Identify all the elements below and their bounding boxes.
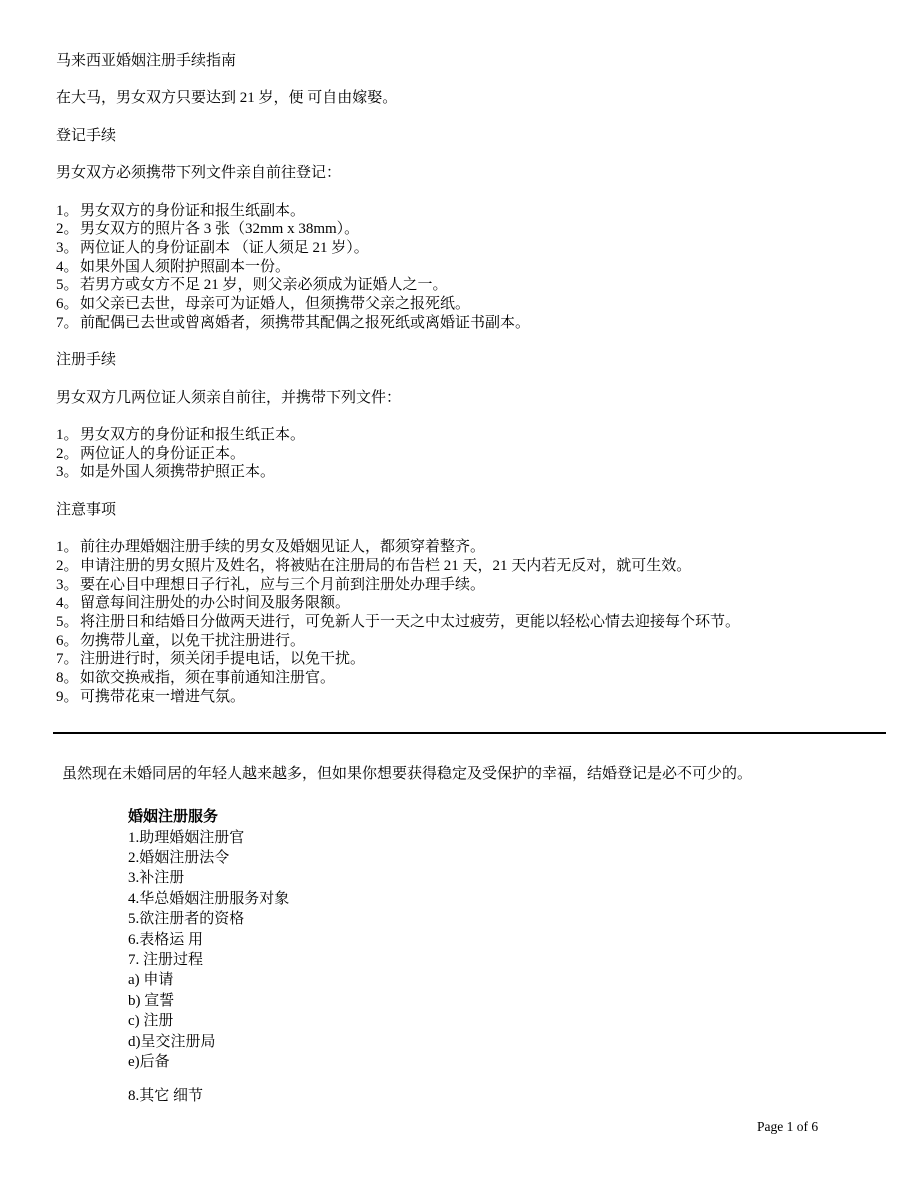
menu-item: 5.欲注册者的资格: [128, 911, 245, 928]
intro-paragraph: 在大马，男女双方只要达到 21 岁，便 可自由嫁娶。: [56, 90, 398, 107]
item-number: 2。: [56, 221, 79, 238]
item-text: 男女双方的照片各 3 张（32mm x 38mm）。: [80, 221, 360, 238]
numbered-list-registration: [56, 202, 886, 333]
item-number: 1。: [56, 539, 79, 556]
menu-item-extra: 8.其它 细节: [128, 1087, 204, 1104]
menu-item: a) 申请: [128, 972, 174, 989]
list-item: [56, 258, 886, 277]
item-text: 要在心目中理想日子行礼，应与三个月前到注册处办理手续。: [80, 576, 486, 593]
service-menu: [128, 807, 886, 1106]
list-item: [56, 445, 886, 464]
list-item: [56, 538, 886, 557]
menu-item: b) 宣誓: [128, 992, 175, 1009]
menu-item: 7. 注册过程: [128, 952, 204, 969]
item-number: 5。: [56, 613, 79, 630]
list-item: [56, 557, 886, 576]
item-text: 两位证人的身份证正本。: [80, 445, 246, 462]
list-item: [56, 632, 886, 651]
item-number: 1。: [56, 202, 79, 219]
item-number: 3。: [56, 464, 79, 481]
list-item: [56, 426, 886, 445]
list-item: [56, 239, 886, 258]
list-item: [56, 650, 886, 669]
item-text: 留意每间注册处的办公时间及服务限额。: [80, 595, 351, 612]
item-number: 4。: [56, 258, 79, 275]
item-number: 2。: [56, 557, 79, 574]
item-number: 6。: [56, 296, 79, 313]
item-text: 将注册日和结婚日分做两天进行，可免新人于一天之中太过疲劳，更能以轻松心情去迎接每个环节。: [80, 613, 741, 630]
item-number: 4。: [56, 595, 79, 612]
footer-page-number: Page 1 of 6: [757, 1119, 819, 1134]
list-item: [56, 688, 886, 707]
item-text: 两位证人的身份证副本 （证人须足 21 岁）。: [80, 239, 369, 256]
item-text: 若男方或女方不足 21 岁，则父亲必须成为证婚人之一。: [80, 277, 448, 294]
menu-item: d)呈交注册局: [128, 1033, 216, 1050]
item-text: 可携带花束一增进气氛。: [80, 688, 246, 705]
section-lead: 男女双方必须携带下列文件亲自前往登记：: [56, 165, 342, 182]
horizontal-divider: [53, 732, 886, 734]
list-item: [56, 295, 886, 314]
section-lead: 男女双方几两位证人须亲自前往，并携带下列文件：: [56, 389, 402, 406]
item-text: 前往办理婚姻注册手续的男女及婚姻见证人，都须穿着整齐。: [80, 539, 486, 556]
item-text: 如是外国人须携带护照正本。: [80, 464, 276, 481]
list-item: [56, 594, 886, 613]
list-item: [56, 276, 886, 295]
item-text: 男女双方的身份证和报生纸副本。: [80, 202, 306, 219]
item-text: 勿携带儿童，以免干扰注册进行。: [80, 632, 306, 649]
menu-item: 1.助理婚姻注册官: [128, 829, 245, 846]
item-number: 8。: [56, 670, 79, 687]
item-text: 如欲交换戒指，须在事前通知注册官。: [80, 670, 336, 687]
list-item: [56, 202, 886, 221]
list-item: [56, 314, 886, 333]
numbered-list-procedure: [56, 426, 886, 482]
item-text: 前配偶已去世或曾离婚者，须携带其配偶之报死纸或离婚证书副本。: [80, 314, 531, 331]
menu-item: e)后备: [128, 1054, 170, 1071]
item-number: 1。: [56, 426, 79, 443]
menu-item: 3.补注册: [128, 870, 185, 887]
item-number: 3。: [56, 576, 79, 593]
menu-item: 4.华总婚姻注册服务对象: [128, 890, 290, 907]
section-heading-notes: 注意事项: [56, 501, 117, 518]
menu-item: 2.婚姻注册法令: [128, 849, 230, 866]
item-number: 9。: [56, 688, 79, 705]
item-number: 6。: [56, 632, 79, 649]
item-text: 如父亲已去世，母亲可为证婚人，但须携带父亲之报死纸。: [80, 296, 471, 313]
item-text: 如果外国人须附护照副本一份。: [80, 258, 291, 275]
menu-item: c) 注册: [128, 1013, 174, 1030]
item-text: 男女双方的身份证和报生纸正本。: [80, 426, 306, 443]
list-item: [56, 576, 886, 595]
item-text: 申请注册的男女照片及姓名，将被贴在注册局的布告栏 21 天，21 天内若无反对，就可生效。: [80, 557, 692, 574]
section-heading-procedure: 注册手续: [56, 352, 117, 369]
menu-item: 6.表格运 用: [128, 931, 204, 948]
item-number: 7。: [56, 314, 79, 331]
menu-heading: 婚姻注册服务: [128, 809, 219, 826]
item-number: 7。: [56, 651, 79, 668]
numbered-list-notes: [56, 538, 886, 706]
list-item: [56, 220, 886, 239]
list-item: [56, 463, 886, 482]
item-number: 5。: [56, 277, 79, 294]
list-item: [56, 613, 886, 632]
item-number: 2。: [56, 445, 79, 462]
item-text: 注册进行时，须关闭手提电话，以免干扰。: [80, 651, 366, 668]
list-item: [56, 669, 886, 688]
document-title: 马来西亚婚姻注册手续指南: [56, 53, 237, 69]
part2-intro-paragraph: 虽然现在未婚同居的年轻人越来越多，但如果你想要获得稳定及受保护的幸福，结婚登记是必不可少的。: [62, 766, 753, 783]
section-heading-registration: 登记手续: [56, 127, 117, 144]
item-number: 3。: [56, 239, 79, 256]
